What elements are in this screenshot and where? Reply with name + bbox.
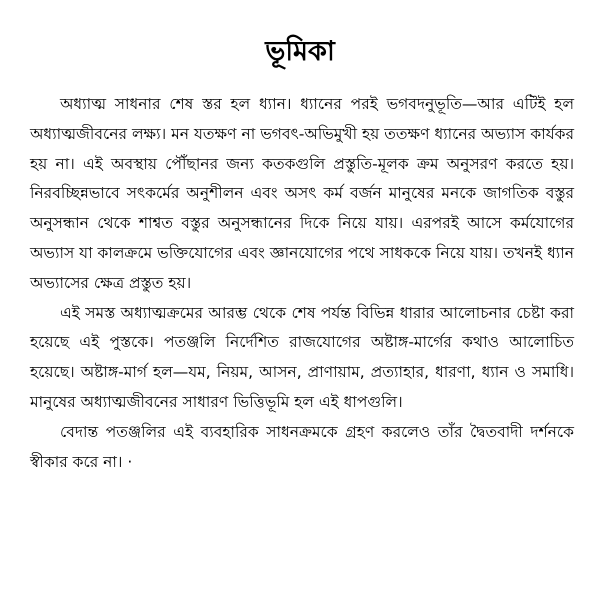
- document-body: [30, 90, 574, 477]
- paragraph-2: এই সমস্ত অধ্যাত্মক্রমের আরম্ভ থেকে শেষ পর্যন্ত বিভিন্ন ধারার আলোচনার চেষ্টা করা হয়েছে এই পুস্তকে। পতঞ্জলি নির্দেশিত রাজযোগের অষ্টাঙ্গ-মার্গের কথাও আলোচিত হয়েছে। অষ্টাঙ্গ-মার্গ হল—যম, নিয়ম, আসন, প্রাণায়াম, প্রত্যাহার, ধারণা, ধ্যান ও সমাধি। মানুষের অধ্যাত্মজীবনের সাধারণ ভিত্তিভূমি হল এই ধাপগুলি।: [30, 303, 574, 411]
- page-title: ভূমিকা: [265, 36, 335, 67]
- paragraph-3: বেদান্ত পতঞ্জলির এই ব্যবহারিক সাধনক্রমকে গ্রহণ করলেও তাঁর দ্বৈতবাদী দর্শনকে স্বীকার করে না। ·: [30, 422, 574, 471]
- paragraph-1: অধ্যাত্ম সাধনার শেষ স্তর হল ধ্যান। ধ্যানের পরই ভগবদনুভূতি—আর এটিই হল অধ্যাত্মজীবনের লক্ষ্য। মন যতক্ষণ না ভগবৎ-অভিমুখী হয় ততক্ষণ ধ্যানের অভ্যাস কার্যকর হয় না। এই অবস্থায় পৌঁছানর জন্য কতকগুলি প্রস্তুতি-মূলক ক্রম অনুসরণ করতে হয়। নিরবচ্ছিন্নভাবে সৎকর্মের অনুশীলন এবং অসৎ কর্ম বর্জন মানুষের মনকে জাগতিক বস্তুর অনুসন্ধান থেকে শাশ্বত বস্তুর অনুসন্ধানের দিকে নিয়ে যায়। এরপরই আসে কর্মযোগের অভ্যাস যা কালক্রমে ভক্তিযোগের এবং জ্ঞানযোগের পথে সাধককে নিয়ে যায়। তখনই ধ্যান অভ্যাসের ক্ষেত্র প্রস্তুত হয়।: [30, 95, 574, 292]
